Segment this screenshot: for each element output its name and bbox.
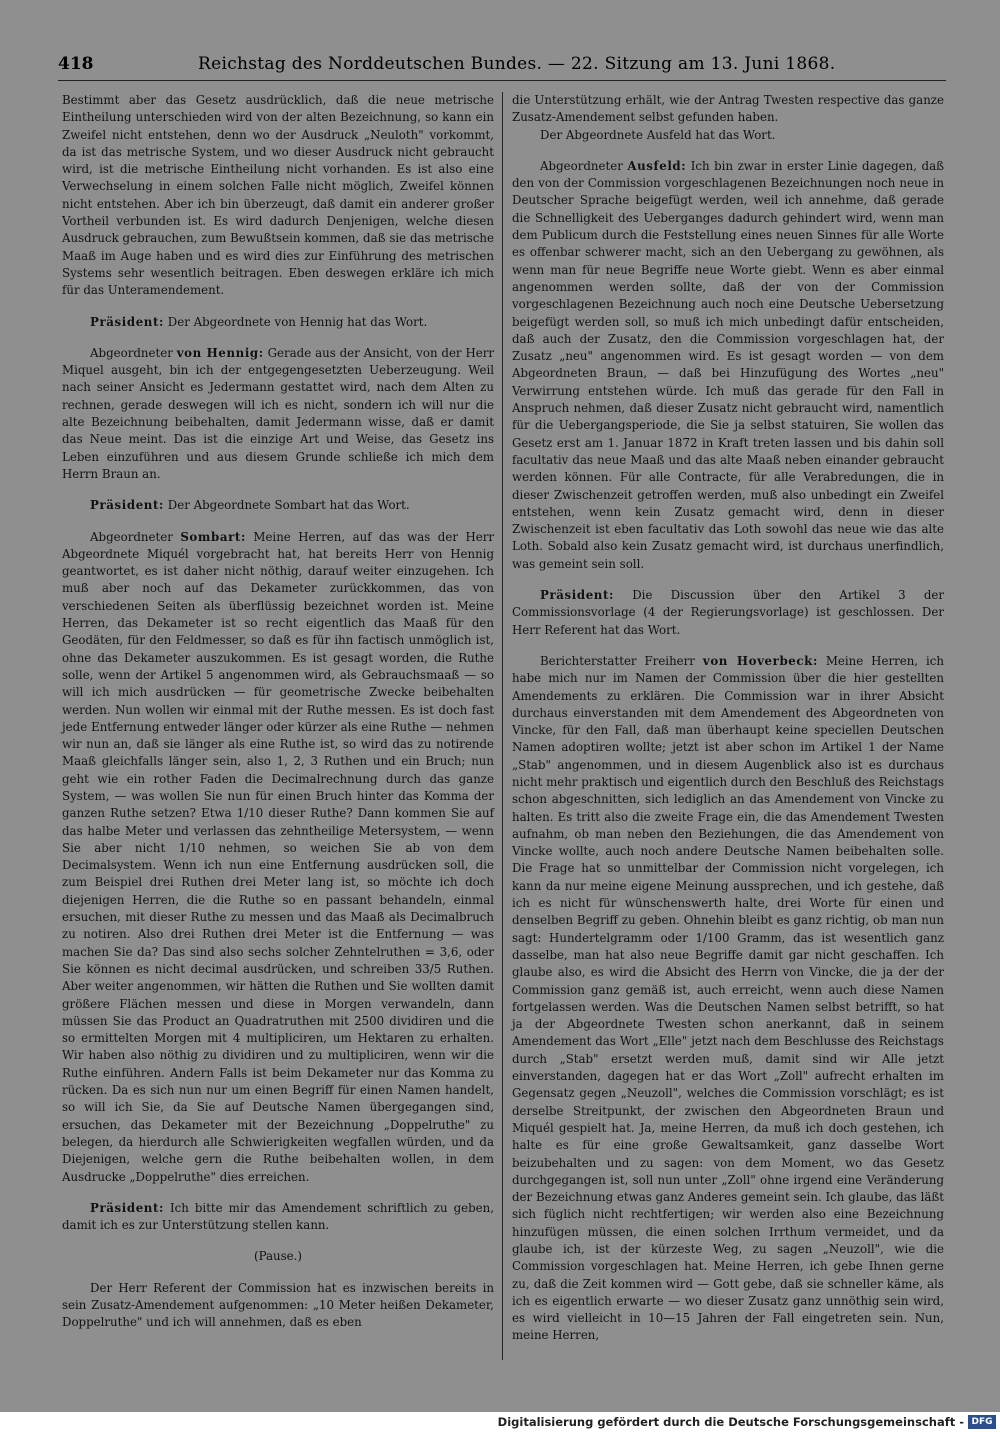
speech-text: Ich bitte mir das Amendement schriftlich zu geben, damit ich es zur Unterstützung stellen kann.	[62, 1200, 494, 1233]
speaker-title: Abgeordneter	[90, 529, 181, 544]
speaker-name: von Hennig:	[176, 345, 264, 360]
president-remark	[62, 1200, 494, 1235]
speaker-title: Abgeordneter	[540, 158, 628, 173]
speech-text: Gerade aus der Ansicht, von der Herr Miquel ausgeht, bin ich der entgegengesetzten Ueberzeugung. Weil nach seiner Ansicht es Jedermann gestattet wird, nach dem Alten zu rechnen, gerade deswegen will ich es nicht, sondern ich will nur die alte Bezeichnung beibehalten, damit Jedermann wisse, daß er damit das Neue meint. Das ist die einzige Art und Weise, das Gesetz ins Leben einzuführen und aus diesem Grunde schließe ich mich dem Herrn Braun an.	[62, 345, 494, 481]
speech	[62, 345, 494, 483]
header-rule	[58, 80, 946, 81]
speech-text: Meine Herren, auf das was der Herr Abgeordnete Miquél vorgebracht hat, hat bereits Herr von Hennig geantwortet, es ist daher nicht nöthig, darauf weiter einzugehen. Ich muß aber noch auf das Dekameter zurückkommen, das von verschiedenen Seiten als überflüssig bezeichnet worden ist. Meine Herren, das Dekameter ist so recht eigentlich das Maaß für den Geodäten, für den Feldmesser, so daß es für ihn factisch unmöglich ist, ohne das Dekameter auszukommen. Es ist gesagt worden, die Ruthe solle, wenn der Artikel 5 angenommen wird, als Gebrauchsmaaß — so will ich mich ausdrücken — für geometrische Zwecke beibehalten werden. Nun wollen wir einmal mit der Ruthe messen. Es ist doch fast jede Entfernung entweder länger oder kürzer als eine Ruthe — nehmen wir nun an, daß sie länger als eine Ruthe ist, so wird das zu notirende Maaß gleichfalls länger sein, also 1, 2, 3 Ruthen und ein Bruch; nun geht wie ein rother Faden die Decimalrechnung durch das ganze System, — was wollen Sie nun für einen Bruch hinter das Komma der ganzen Ruthe setzen? Etwa 1/10 dieser Ruthe? Dann kommen Sie auf das halbe Meter und verlassen das zehntheilige Metersystem, — wenn Sie aber nicht 1/10 nehmen, so weichen Sie ab von dem Decimalsystem. Wenn ich nun eine Entfernung ausdrücken soll, die zum Beispiel drei Ruthen drei Meter lang ist, so möchte ich doch diejenigen Herren, die die Ruthe so en passant behandeln, einmal ersuchen, mit dieser Ruthe zu messen und das Maaß als Decimalbruch zu notiren. Also drei Ruthen drei Meter ist die Entfernung — was machen Sie da? Das sind also sechs solcher Zehntelruthen = 3,6, oder Sie können es nicht decimal ausdrücken, und schreiben 33/5 Ruthen. Aber weiter angenommen, wir hätten die Ruthen und Sie wollten damit größere Flächen messen und diese in Morgen verwandeln, dann müssen Sie das Product an Quadratruthen mit 2500 dividiren und die so ermittelten Morgen mit 4 multipliciren, um Hektaren zu erhalten. Wir haben also nöthig zu dividiren und zu multipliciren, wenn wir die Ruthe einführen. Andern Falls ist beim Dekameter nur das Komma zu rücken. Da es sich nun nur um einen Begriff für einen Namen handelt, so will ich Sie, da Sie auf Deutsche Namen übergegangen sind, ersuchen, das Dekameter mit der Bezeichnung „Doppelruthe" zu belegen, da hierdurch alle Schwierigkeiten wegfallen würden, und da Diejenigen, welche gern die Ruthe beibehalten wollen, in dem Ausdrucke „Doppelruthe" dies erreichen.	[62, 529, 494, 1184]
funding-credit: Digitalisierung gefördert durch die Deutsche Forschungsgemeinschaft -	[497, 1415, 964, 1429]
speaker-name: Präsident:	[540, 588, 614, 603]
president-remark	[62, 314, 494, 331]
speech	[512, 158, 944, 573]
speech-text: Der Abgeordnete Sombart hat das Wort.	[164, 498, 410, 513]
president-remark	[512, 587, 944, 639]
running-title: Reichstag des Norddeutschen Bundes. — 22. Sitzung am 13. Juni 1868.	[198, 54, 836, 74]
footer	[0, 1412, 1000, 1432]
speaker-name: Präsident:	[90, 314, 164, 329]
speech-text: Der Abgeordnete von Hennig hat das Wort.	[164, 314, 428, 329]
speaker-name: Präsident:	[90, 1200, 164, 1215]
left-column	[62, 92, 494, 1332]
right-column	[512, 92, 944, 1345]
speaker-title: Abgeordneter	[90, 345, 177, 360]
speaker-name: von Hoverbeck:	[702, 653, 818, 668]
stage-direction: (Pause.)	[253, 1249, 303, 1264]
speech-text: Die Discussion über den Artikel 3 der Commissionsvorlage (4 der Regierungsvorlage) ist geschlossen. Der Herr Referent hat das Wort.	[512, 588, 944, 637]
speaker-name: Präsident:	[90, 498, 164, 513]
page-header	[58, 52, 958, 80]
speaker-name: Sombart:	[180, 529, 246, 544]
paragraph: Bestimmt aber das Gesetz ausdrücklich, daß die neue metrische Eintheilung unterschieden wird von der alten Bezeichnung, so kann ein Zweifel nicht entstehen, denn wo der Ausdruck „Neuloth" vorkommt, da ist das metrische System, und wo dieser Ausdruck nicht gebraucht wird, ist die metrische Eintheilung nicht vorhanden. Es ist also eine Verwechselung in einem solchen Falle nicht möglich, Zweifel können nicht entstehen. Aber ich bin überzeugt, daß damit ein anderer großer Vortheil verbunden ist. Es wird dadurch Denjenigen, welche diesen Ausdruck gebrauchen, zum Bewußtsein kommen, daß sie das metrische Maaß im Auge haben und es wird dies zur Einführung des metrischen Systems sehr wesentlich beitragen. Eben deswegen erkläre ich mich für das Unteramendement.	[62, 93, 494, 298]
speaker-name: Ausfeld:	[627, 158, 687, 173]
column-divider	[502, 92, 503, 1360]
speech-text: Meine Herren, ich habe mich nur im Namen der Commission über die hier gestellten Amendements zu erklären. Die Commission war in ihrer Absicht durchaus einverstanden mit dem Amendement des Abgeordneten von Vincke, für den Fall, daß man überhaupt keine speciellen Deutschen Namen adoptiren wollte; jetzt ist aber schon im Artikel 1 der Name „Stab" angenommen, und in diesem Augenblick also ist es durchaus nicht mehr praktisch und eigentlich durch den Beschluß des Reichstags schon abgeschnitten, sich lediglich an das Amendement von Vincke zu halten. Es tritt also die zweite Frage ein, die das Amendement Twesten aufnahm, ob man neben den Beziehungen, die das Amendement von Vincke wollte, auch noch andere Deutsche Namen beibehalten solle. Die Frage hat so unmittelbar der Commission nicht vorgelegen, ich kann da nur meine eigene Meinung aussprechen, und ich gestehe, daß ich es nicht für wünschenswerth halte, drei Worte für einen und denselben Begriff zu geben. Ohnehin bleibt es ganz richtig, ob man nun sagt: Hundertelgramm oder 1/100 Gramm, das ist wesentlich ganz dasselbe, man hat also neue Begriffe damit gar nicht geschaffen. Ich glaube also, es wird die Absicht des Herrn von Vincke, die ja der der Commission ganz gemäß ist, auch erreicht, wenn auch diese Namen fortgelassen werden. Was die Deutschen Namen selbst betrifft, so hat ja der Abgeordnete Twesten schon anerkannt, daß in seinem Amendement das Wort „Elle" jetzt nach dem Beschlusse des Reichstags durch „Stab" ersetzt werden muß, damit sind wir Alle jetzt einverstanden, dagegen hat er das Wort „Zoll" aufrecht erhalten im Gegensatz gegen „Neuzoll", welches die Commission vorschlägt; es ist derselbe Streitpunkt, der zwischen den Abgeordneten Braun und Miquél gespielt hat. Ja, meine Herren, da muß ich doch gestehen, ich halte es für eine große Gewaltsamkeit, ganz dasselbe Wort beizubehalten und zu sagen: von dem Moment, wo das Gesetz durchgegangen ist, soll nun unter „Zoll" ohne irgend eine Veränderung der Bezeichnung etwas ganz Anderes gemeint sein. Ich glaube, das läßt sich füglich nicht rechtfertigen; wir werden also eine Bezeichnung hinzufügen müssen, die einen solchen Irrthum vermeidet, und da glaube ich, ist der kürzeste Weg, zu sagen „Neuzoll", wie die Commission vorgeschlagen hat. Meine Herren, ich gebe Ihnen gerne zu, daß die Zeit kommen wird — Gott gebe, daß sie schneller käme, als ich es eigentlich erwarte — wo dieser Zusatz ganz unnöthig sein wird, es wird vielleicht in 10—15 Jahren der Fall eingetreten sein. Nun, meine Herren,	[512, 653, 944, 1343]
dfg-logo: DFG	[968, 1415, 996, 1429]
speech	[62, 529, 494, 1186]
page-number: 418	[58, 54, 94, 74]
paragraph: Der Herr Referent der Commission hat es inzwischen bereits in sein Zusatz-Amendement aufgenommen: „10 Meter heißen Dekameter, Doppelruthe" und ich will annehmen, daß es eben	[62, 1280, 494, 1330]
paragraph: Der Abgeordnete Ausfeld hat das Wort.	[540, 127, 776, 142]
paragraph: die Unterstützung erhält, wie der Antrag Twesten respective das ganze Zusatz-Amendement selbst gefunden haben.	[512, 93, 944, 125]
president-remark	[62, 497, 494, 514]
speech-text: Ich bin zwar in erster Linie dagegen, daß den von der Commission vorgeschlagenen Bezeichnungen noch neue in Deutscher Sprache beigefügt werden, weil ich annehme, daß gerade die Schnelligkeit des Ueberganges dadurch gehindert wird, wenn man dem Publicum durch die Feststellung eines neuen Sinnes für alle Worte es offenbar schwerer macht, sich an den Uebergang zu gewöhnen, als wenn man für neue Begriffe neue Worte giebt. Wenn es aber einmal angenommen werden sollte, daß der von der Commission vorgeschlagenen Bezeichnung auch noch eine Deutsche Uebersetzung beigefügt werden soll, so muß ich mich unbedingt dafür entscheiden, daß auch der Zusatz, den die Commission vorgeschlagen hat, der Zusatz „neu" angenommen wird. Es ist gesagt worden — von dem Abgeordneten Braun, — daß bei Hinzufügung des Wortes „neu" Verwirrung entstehen würde. Ich muß das gerade für den Fall in Anspruch nehmen, daß dieser Zusatz nicht gebraucht wird, namentlich für die Uebergangsperiode, die Sie ja selbst statuiren, Sie wollen das Gesetz erst am 1. Januar 1872 in Kraft treten lassen und bis dahin soll facultativ das neue Maaß und das alte Maaß neben einander gebraucht werden können. Für alle Contracte, für alle Verabredungen, die in dieser Zwischenzeit getroffen werden, muß also unbedingt ein Zweifel entstehen, wenn kein Zusatz gemacht wird, denn in dieser Zwischenzeit ist eben facultativ das Loth sowohl das neue wie das alte Loth. Sobald also kein Zusatz gemacht wird, ist durchaus unerfindlich, was gemeint sein soll.	[512, 158, 944, 571]
speech	[512, 653, 944, 1345]
speaker-title: Berichterstatter Freiherr	[540, 653, 703, 668]
